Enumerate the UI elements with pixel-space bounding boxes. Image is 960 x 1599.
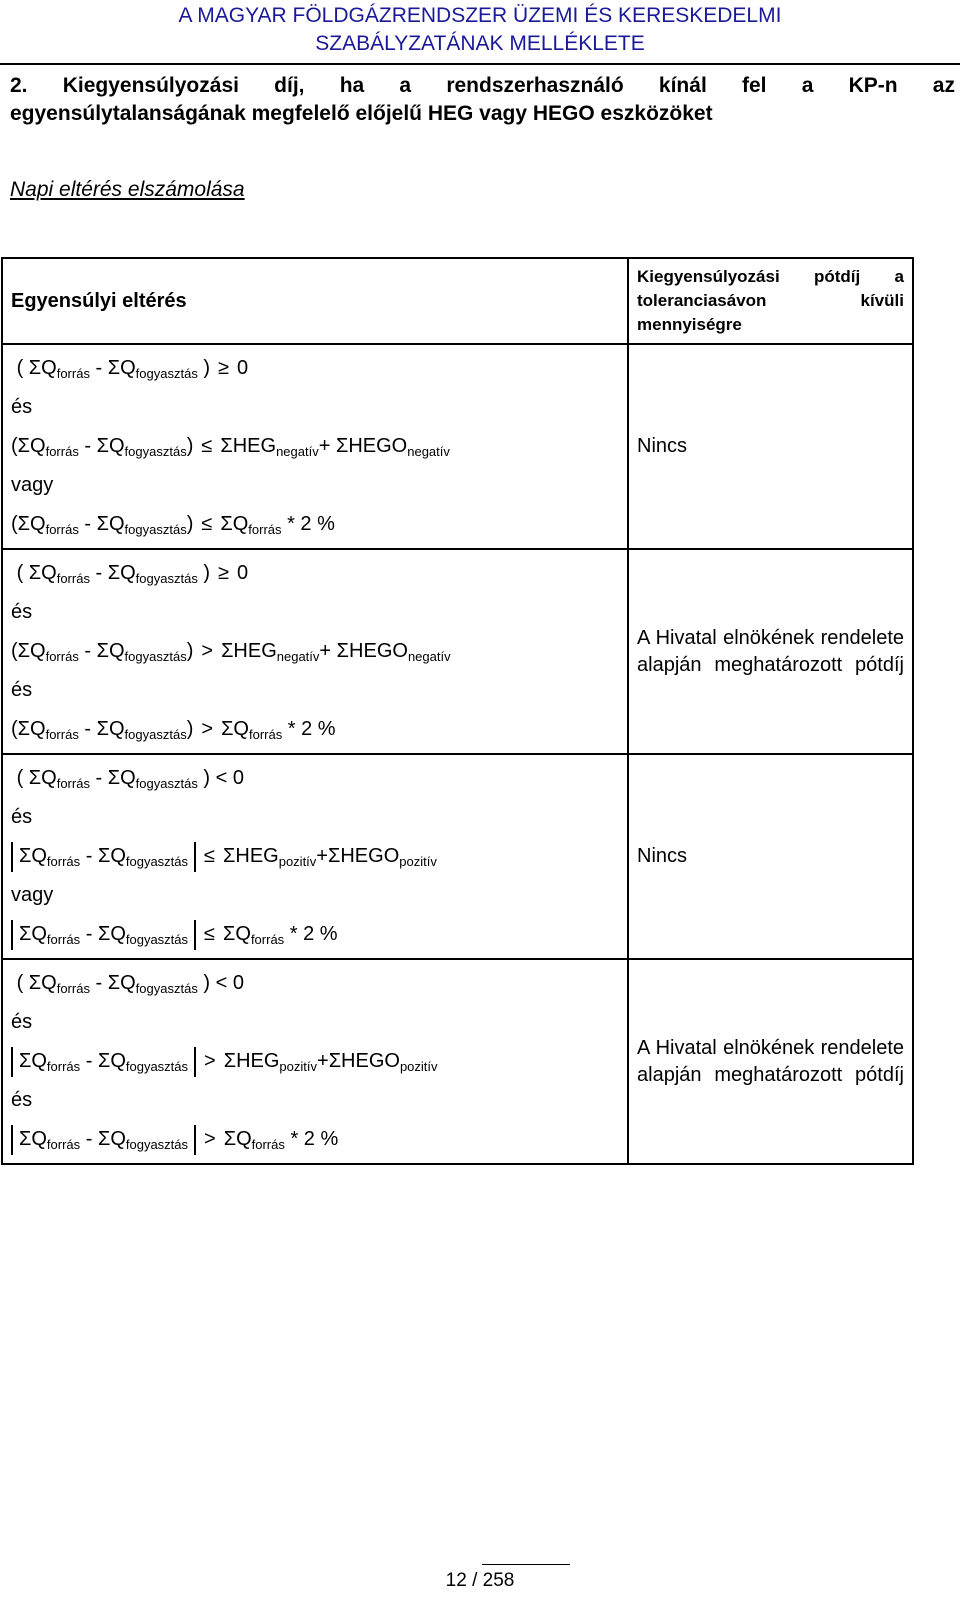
balancing-rules-table: [1, 257, 914, 1165]
condition-line: ( $\Sigma Q_{forrás} - \Sigma Q_{fogyasztás}$ ) ≥ 0: [16, 562, 249, 586]
table-row: [2, 549, 913, 754]
heading-word: a: [399, 74, 412, 97]
condition-cell: [2, 344, 628, 549]
connector-text: vagy: [11, 474, 54, 496]
condition-line: $\Sigma Q_{forrás} - \Sigma Q_{fogyasztás} \le \Sigma Q_{forrás} * 2$ %: [11, 915, 619, 954]
connector-text: és: [11, 1089, 33, 1111]
header-divider: [0, 63, 960, 65]
abs-bar: [194, 842, 196, 872]
connector-text: és: [11, 601, 33, 623]
surcharge-text: A Hivatal elnökének rendelete alapján meghatározott pótdíj: [637, 1036, 904, 1086]
header-line-2: SZABÁLYZATÁNAK MELLÉKLETE: [315, 32, 645, 55]
surcharge-cell: [628, 549, 913, 754]
section-heading: [10, 72, 955, 128]
condition-line: $\Sigma Q_{forrás} - \Sigma Q_{fogyasztás}$ > $\Sigma HEG_{pozitív}+\Sigma HEGO_{pozitív}$: [11, 1042, 619, 1081]
abs-bar: [194, 920, 196, 950]
surcharge-cell: [628, 959, 913, 1164]
connector-text: és: [11, 1011, 33, 1033]
surcharge-cell: Nincs: [628, 754, 913, 959]
condition-line: $\Sigma Q_{forrás} - \Sigma Q_{fogyasztás} > \Sigma Q_{forrás} * 2$ %: [11, 1120, 619, 1159]
abs-bar: [194, 1047, 196, 1077]
condition-line: ( $\Sigma Q_{forrás} - \Sigma Q_{fogyasztás}$ ) ≥ 0: [16, 357, 249, 381]
table-row: [2, 754, 913, 959]
condition-cell: [2, 754, 628, 959]
condition-line: ( $\Sigma Q_{forrás} - \Sigma Q_{fogyasztás}$ ) < 0: [16, 767, 244, 791]
connector-text: és: [11, 396, 33, 418]
heading-word: kínál: [658, 74, 707, 97]
table-header-row: [2, 258, 913, 344]
document-header: [0, 2, 960, 58]
heading-word: 2.: [10, 74, 28, 97]
condition-cell: [2, 959, 628, 1164]
surcharge-cell: Nincs: [628, 344, 913, 549]
condition-cell: [2, 549, 628, 754]
connector-text: és: [11, 679, 33, 701]
heading-word: Kiegyensúlyozási: [62, 74, 239, 97]
heading-line-1: [10, 72, 955, 100]
page-number: 12 / 258: [445, 1570, 515, 1591]
table-row: [2, 959, 913, 1164]
heading-word: díj,: [274, 74, 305, 97]
abs-bar: [11, 920, 13, 950]
header-line-1: A MAGYAR FÖLDGÁZRENDSZER ÜZEMI ÉS KERESKEDELMI: [178, 4, 782, 27]
abs-bar: [11, 1125, 13, 1155]
table-row: [2, 344, 913, 549]
abs-bar: [194, 1125, 196, 1155]
column-header-deviation: Egyensúlyi eltérés: [2, 258, 628, 344]
condition-line: $(\Sigma Q_{forrás} - \Sigma Q_{fogyasztás}) \le \Sigma Q_{forrás} * 2$ %: [11, 513, 335, 537]
heading-word: KP-n: [848, 74, 898, 97]
condition-line: $\Sigma Q_{forrás} - \Sigma Q_{fogyasztás}$ ≤ $\Sigma HEG_{pozitív}+\Sigma HEGO_{pozitív}$: [11, 837, 619, 876]
abs-bar: [11, 1047, 13, 1077]
heading-word: az: [932, 74, 955, 97]
heading-word: a: [801, 74, 814, 97]
connector-text: és: [11, 806, 33, 828]
connector-text: vagy: [11, 884, 54, 906]
heading-word: rendszerhasználó: [446, 74, 624, 97]
condition-line: $(\Sigma Q_{forrás} - \Sigma Q_{fogyasztás}) > \Sigma Q_{forrás} * 2$ %: [11, 718, 336, 742]
condition-line: ( $\Sigma Q_{forrás} - \Sigma Q_{fogyasztás}$ ) < 0: [16, 972, 244, 996]
column-header-surcharge: Kiegyensúlyozási pótdíj a toleranciasávon kívüli mennyiségre: [628, 258, 913, 344]
condition-line: $(\Sigma Q_{forrás} - \Sigma Q_{fogyasztás}) \le \Sigma HEG_{negatív}+$ $\Sigma HEGO_{negatív}$: [11, 435, 450, 459]
heading-word: ha: [339, 74, 365, 97]
subsection-title: Napi eltérés elszámolása: [10, 178, 245, 201]
heading-word: fel: [741, 74, 767, 97]
footer-divider: [482, 1564, 570, 1565]
heading-line-2: egyensúlytalanságának megfelelő előjelű HEG vagy HEGO eszközöket: [10, 102, 713, 125]
abs-bar: [11, 842, 13, 872]
condition-line: $(\Sigma Q_{forrás} - \Sigma Q_{fogyasztás}) > \Sigma HEG_{negatív}+$ $\Sigma HEGO_{negatív}$: [11, 640, 451, 664]
surcharge-text: A Hivatal elnökének rendelete alapján meghatározott pótdíj: [637, 626, 904, 676]
